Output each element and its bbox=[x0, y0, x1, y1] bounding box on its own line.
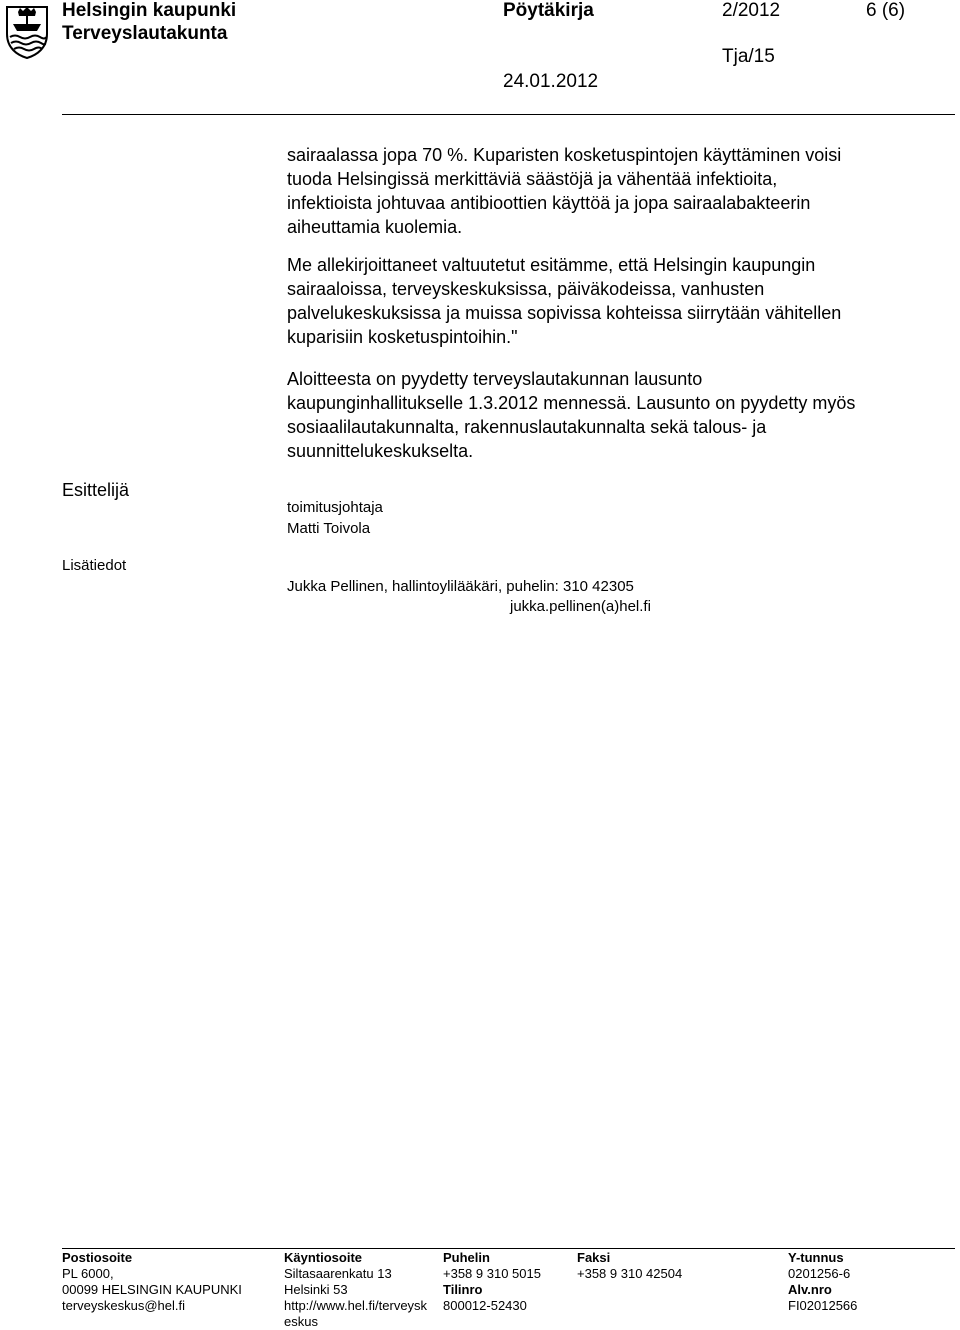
footer-line: +358 9 310 42504 bbox=[577, 1266, 683, 1281]
footer-line: PL 6000, bbox=[62, 1266, 114, 1281]
page-number: 6 (6) bbox=[866, 0, 906, 21]
footer-phone bbox=[443, 1250, 541, 1314]
presenter-name: Matti Toivola bbox=[287, 520, 371, 537]
helsinki-crest-logo bbox=[4, 4, 50, 60]
paragraph-1-line: infektioista johtuvaa antibioottien käyttöä ja jopa sairaalabakteerin bbox=[287, 193, 811, 213]
paragraph-2 bbox=[287, 253, 841, 349]
paragraph-2-line: Me allekirjoittaneet valtuutetut esitämme, että Helsingin kaupungin bbox=[287, 255, 816, 275]
paragraph-1-line: sairaalassa jopa 70 %. Kuparisten kosketuspintojen käyttäminen voisi bbox=[287, 145, 842, 165]
contact-person: Jukka Pellinen, hallintoylilääkäri, puhelin: 310 42305 bbox=[287, 578, 634, 595]
footer-line: 800012-52430 bbox=[443, 1298, 527, 1313]
header-divider bbox=[62, 114, 955, 115]
reference-code: Tja/15 bbox=[722, 46, 775, 67]
document-number: 2/2012 bbox=[722, 0, 781, 21]
document-type: Pöytäkirja bbox=[503, 0, 594, 21]
footer-heading: Faksi bbox=[577, 1250, 611, 1265]
meeting-date: 24.01.2012 bbox=[503, 71, 599, 92]
footer-heading: Alv.nro bbox=[788, 1282, 832, 1297]
footer-heading: Puhelin bbox=[443, 1250, 490, 1265]
footer-line: +358 9 310 5015 bbox=[443, 1266, 541, 1281]
paragraph-2-line: sairaaloissa, terveyskeskuksissa, päiväkodeissa, vanhusten bbox=[287, 279, 765, 299]
footer-business-id bbox=[788, 1250, 857, 1314]
footer-heading: Käyntiosoite bbox=[284, 1250, 363, 1265]
contact-email: jukka.pellinen(a)hel.fi bbox=[510, 598, 651, 615]
paragraph-3-line: sosiaalilautakunnalta, rakennuslautakunnalta sekä talous- ja bbox=[287, 417, 767, 437]
footer-heading: Y-tunnus bbox=[788, 1250, 844, 1265]
paragraph-3-line: Aloitteesta on pyydetty terveyslautakunnan lausunto bbox=[287, 369, 703, 389]
footer-line: Helsinki 53 bbox=[284, 1282, 348, 1297]
department-name: Terveyslautakunta bbox=[62, 23, 228, 44]
footer-divider bbox=[62, 1248, 955, 1249]
footer-line: Siltasaarenkatu 13 bbox=[284, 1266, 392, 1281]
paragraph-1-line: tuoda Helsingissä merkittäviä säästöjä ja vähentää infektioita, bbox=[287, 169, 778, 189]
paragraph-2-line: kuparisiin kosketuspintoihin." bbox=[287, 327, 518, 347]
footer-line: eskus bbox=[284, 1314, 318, 1329]
paragraph-1 bbox=[287, 143, 841, 239]
info-label: Lisätiedot bbox=[62, 557, 127, 574]
paragraph-3 bbox=[287, 367, 855, 463]
footer-fax bbox=[577, 1250, 682, 1282]
footer-line: 00099 HELSINGIN KAUPUNKI bbox=[62, 1282, 242, 1297]
footer-visiting-address bbox=[284, 1250, 427, 1330]
presenter-label: Esittelijä bbox=[62, 480, 130, 500]
footer-postal-address bbox=[62, 1250, 242, 1314]
footer-heading: Tilinro bbox=[443, 1282, 483, 1297]
paragraph-3-line: suunnittelukeskukselta. bbox=[287, 441, 474, 461]
footer-line: FI02012566 bbox=[788, 1298, 858, 1313]
paragraph-2-line: palvelukeskuksissa ja muissa sopivissa kohteissa siirrytään vähitellen bbox=[287, 303, 842, 323]
paragraph-1-line: aiheuttamia kuolemia. bbox=[287, 217, 463, 237]
footer-heading: Postiosoite bbox=[62, 1250, 133, 1265]
organization-name: Helsingin kaupunki bbox=[62, 0, 237, 21]
presenter-title: toimitusjohtaja bbox=[287, 499, 383, 516]
footer-line: 0201256-6 bbox=[788, 1266, 851, 1281]
footer-line: terveyskeskus@hel.fi bbox=[62, 1298, 186, 1313]
footer-line: http://www.hel.fi/terveysk bbox=[284, 1298, 428, 1313]
paragraph-3-line: kaupunginhallitukselle 1.3.2012 mennessä. Lausunto on pyydetty myös bbox=[287, 393, 856, 413]
